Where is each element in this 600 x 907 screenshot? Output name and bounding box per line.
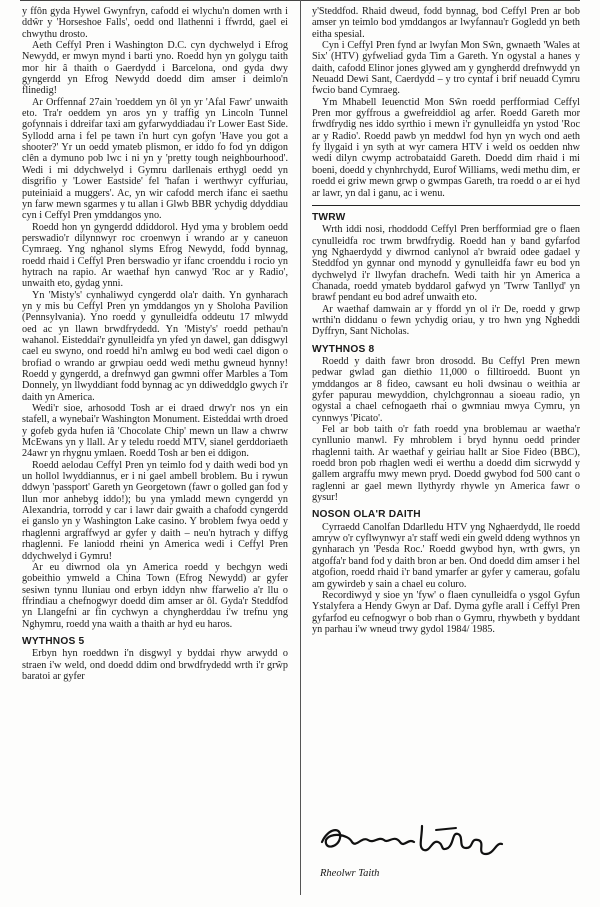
section-heading-week8: WYTHNOS 8 [312, 343, 375, 355]
paragraph: Ar eu diwrnod ola yn America roedd y bechgyn wedi gobeithio ymweld a China Town (Efrog Newydd) ar gyfer sesiwn tynnu lluniau ond erbyn iddyn nhw ffarwelio a'r llu o ffrindiau a chefnogwyr doedd dim amser ar ôl. Gyda'r Steddfod yn Llangefni ar fin cychwyn a chyngherddau i'w trefnu yng Nghymru, roedd yna waith a thaith ar hyd eu haros. [22, 561, 288, 630]
left-column [22, 6, 288, 682]
section-heading-last-night: NOSON OLA'R DAITH [312, 509, 421, 521]
paragraph: Ar waethaf damwain ar y ffordd yn ol i'r De, roedd y grwp wrthi'n diddanu o fewn ychydig oriau, y tro hwn yng Ngheddi Dyffryn, Sant Nicholas. [312, 303, 580, 338]
paragraph: Recordiwyd y sioe yn 'fyw' o flaen cynulleidfa o ysgol Gyfun Ystalyfera a Hendy Gwyn ar Daf. Dyma gyfle arall i Ceffyl Pren gyfarfod eu cefnogwyr o bob rhan o Gymru, rhywbeth y byddant yn parhau i'w wneud trwy gydol 1984/ 1985. [312, 589, 580, 635]
signature-caption: Rheolwr Taith [320, 868, 380, 879]
paragraph: Wrth iddi nosi, rhoddodd Ceffyl Pren berfformiad gre o flaen cynulleidfa roc trwm brwdfrydig. Roedd han y band gyfarfod yng Nghaerdydd y diwrnod canlynol a'r bwraid odee gadael y Steddfod yn gynnar ond mynodd y gynulleidfa fawr eu bod yn dychwelyd i'r llwyfan drachefn. Wedi taith hir yn America a Chanada, roedd ymateb byddarol gafwyd yn 'Twrw Tanllyd' yn brawf pendant eu bod adref unwaith eto. [312, 224, 580, 304]
paragraph: Roedd hon yn gyngerdd ddiddorol. Hyd yma y broblem oedd perswadio'r dilynnwyr roc croenwyn i wrando ar y caneuon Cymraeg. Yng nghanol slyms Efrog Newydd, fodd bynnag, roedd rhaid i Ceffyl Pren berswadio yr ifanc croenddu i rocio yn hytrach na rapio. Ar waethaf hyn canwyd 'Roc ar y Radio', unwaith eto, gydag ynni. [22, 221, 288, 290]
paragraph: Ym Mhabell Ieuenctid Mon Sŵn roedd perfformiad Ceffyl Pren mor gyffrous a gwefreiddiol ag arfer. Roedd Gareth mor frwdfrydig nes iddo syrthio i mewn i'r gynulleidfa yn ystod 'Roc ar y Radio'. Roedd pawb yn meddwl fod hyn yn wych ond aeth fy llygaid i yn syth at wyr camera HTV i weld os oedden nhw wedi dilyn cwymp actrobataidd Gareth. Doedd dim rhaid i mi boeni, doedd y chynhrchydd, Eurof Williams, wedi methu dim, er roedd ei griw mewn grwp o gwmpas Gareth, tra roedd o ar ei hyd ar lawr, yn dal i ganu, ac i wenu. [312, 96, 580, 199]
paragraph: Wedi'r sioe, arhosodd Tosh ar ei draed drwy'r nos yn ein stafell, a wynebai'r Washington Monument. Eisteddai wrth droed y gofeb gyda hufen iâ 'Chocolate Chip' mewn un llaw a chwrw McEwans yn y llall. Ar y teledu roedd MTV, sianel gerddoriaeth 24awr yn rhygnu ymlaen. Roedd Tosh ar ben ei ddigon. [22, 403, 288, 460]
paragraph: Cyrraedd Canolfan Ddarlledu HTV yng Nghaerdydd, lle roedd amryw o'r cyflwynwyr a'r staff wedi ein gweld ddeng wythnos yn gynharach yn 'Pesda Roc.' Roedd gwybod hyn, wrth gwrs, yn atgoffa'r band fod y daith bron ar ben. Ond doedd dim amser i hel atgofion, roedd rhaid i'r band ymarfer ar gyfer y camerau, gofalu am gywirdeb y sain a chael eu coluro. [312, 521, 580, 590]
paragraph: Yn 'Misty's' cynhaliwyd cyngerdd ola'r daith. Yn gynharach yn y mis bu Ceffyl Pren yn ymddangos yn y Sholoha Pavilion (Pennsylvania). Yno roedd y gynulleidfa oddeutu 17 mlwydd oed ac yn llawn brwdfrydedd. Yn 'Misty's' roedd pethau'n wahanol. Eisteddai'r gynulleidfa yn yfed yn dawel, gan ddisgwyl cael eu swyno, ond roedd hi'n amlwg eu bod wedi cael digon o brofiad o wrando ar grwpiau oedd wedi methu gwneud hynny! Roedd y gyngerdd, a drefnwyd gan gwmni offer Marbles a Tom Donnely, yn llwyddiant fodd bynnag ac yn ddiweddglo gwych i'r daith yn America. [22, 289, 288, 403]
section-heading-week5: WYTHNOS 5 [22, 635, 85, 647]
paragraph: Cyn i Ceffyl Pren fynd ar lwyfan Mon Sŵn, gwnaeth 'Wales at Six' (HTV) gyfweliad gyda Tim a Gareth. Yn ogystal a hanes y daith, cafodd Elinor jones glywed am y gyngherdd drefnwydd yn Neuadd Dewi Sant, Caerdydd – y tro cyntaf i brif neuadd Cymru fwcio band Cymraeg. [312, 40, 580, 97]
paragraph: Roedd y daith fawr bron drosodd. Bu Ceffyl Pren mewn pedwar gwlad gan diethio 11,000 o filltiroedd. Buont yn ymddangos ar 8 fideo, cawsant eu holi dwsinau o weithia ar gyfer papurau mewyddion, chylchgronnau a sioeau radio, yn ogystal a chael cefnogaeth rhai o gwmniau mwya Cymru, yn cynnwys 'Picato'. [312, 355, 580, 424]
handwritten-signature [318, 818, 508, 864]
paragraph: Roedd aelodau Ceffyl Pren yn teimlo fod y daith wedi bod yn un hollol lwyddiannus, er i ni gael ambell broblem. Bu i rywun ddwyn 'passport' Gareth yn Georgetown (fawr o golled gan fod y llun mor anhebyg iddo!); bu yna ymladd mewn cyngerdd yn Alexandria, torrodd y car i lawr dair gwaith a chafodd cyngerdd ei ganslo yn y Washington Lake casino. Y broblem fwya oedd y rhaglenni argraffwyd ar gyfer y daith – neu'n hytrach y diffyg rhaglenni. Fe laniodd rheini yn America wedi i Ceffyl Pren ddychwelyd i Gymru! [22, 459, 288, 562]
paragraph: Fel ar bob taith o'r fath roedd yna broblemau ar waetha'r cynllunio manwl. Fy mhroblem i bryd hynnu oedd prinder rhaglenni taith. Ar waethaf y geiriau hallt ar Sioe Fideo (BBC), roedd bron pob rhaglen wedi ei werthu a doedd dim sicrwydd y gallem argraffu mwy mewn pryd. Doedd gwybod fod 500 cant o raglenni ar gael mewn llythyrdy rhywle yn America fawr o gysur! [312, 424, 580, 504]
section-heading-twrw: TWRW [312, 211, 346, 223]
paragraph: Aeth Ceffyl Pren i Washington D.C. cyn dychwelyd i Efrog Newydd, er mwyn mynd i barti yno. Roedd hyn yn golygu taith mor hir â thaith o Gaerdydd i Barcelona, ond gyda dwy gyngerdd yn Efrog Newydd doedd dim amser i deimlo'n flinedig! [22, 40, 288, 97]
column-divider [300, 0, 301, 895]
paragraph: Erbyn hyn roeddwn i'n disgwyl y byddai rhyw arwydd o straen i'w weld, ond doedd ddim ond brwdfrydedd wrth i'r grŵp baratoi ar gyfer [22, 648, 288, 682]
paragraph: y'Steddfod. Rhaid dweud, fodd bynnag, bod Ceffyl Pren ar bob amser yn teimlo bod ymddangos ar lwyfannau'r Gogledd yn beth eitha spesial. [312, 6, 580, 40]
section-rule [312, 205, 580, 206]
right-column [312, 6, 580, 635]
paragraph: Ar Orffennaf 27ain 'roeddem yn ôl yn yr 'Afal Fawr' unwaith eto. Tra'r oeddem yn aros yn y traffig yn Lincoln Tunnel gofynnais i ddreifar taxi am gyfarwyddiadau i'r Lower East Side. Syllodd arna i fel pe tawn i'n hurt cyn gofyn 'Have you got a shooter?' Yr un oedd ymateb plismon, er iddo fo fod yn ddigon clên a dymuno pob lwc i ni yn y 'pretty tough neighbourhood'. Wedi i mi ddychwelyd i Gymru darllenais erthygl oedd yn disgrifio y 'Lower Eastside' fel 'hafan i werthwyr cyffuriau, puteiniaid a muggers'. Ac, yn wir cafodd merch ifanc ei saethu yn farw mewn sgarmes y tu allan i Glwb BBR ychydig ddyddiau cyn i Ceffyl Pren ymddangos yno. [22, 96, 288, 222]
paragraph: y ffôn gyda Hywel Gwynfryn, cafodd ei wlychu'n domen wrth i ddŵr y 'Horseshoe Falls', oedd ond llathenni i ffwrdd, gael ei chwythu drosto. [22, 6, 288, 40]
